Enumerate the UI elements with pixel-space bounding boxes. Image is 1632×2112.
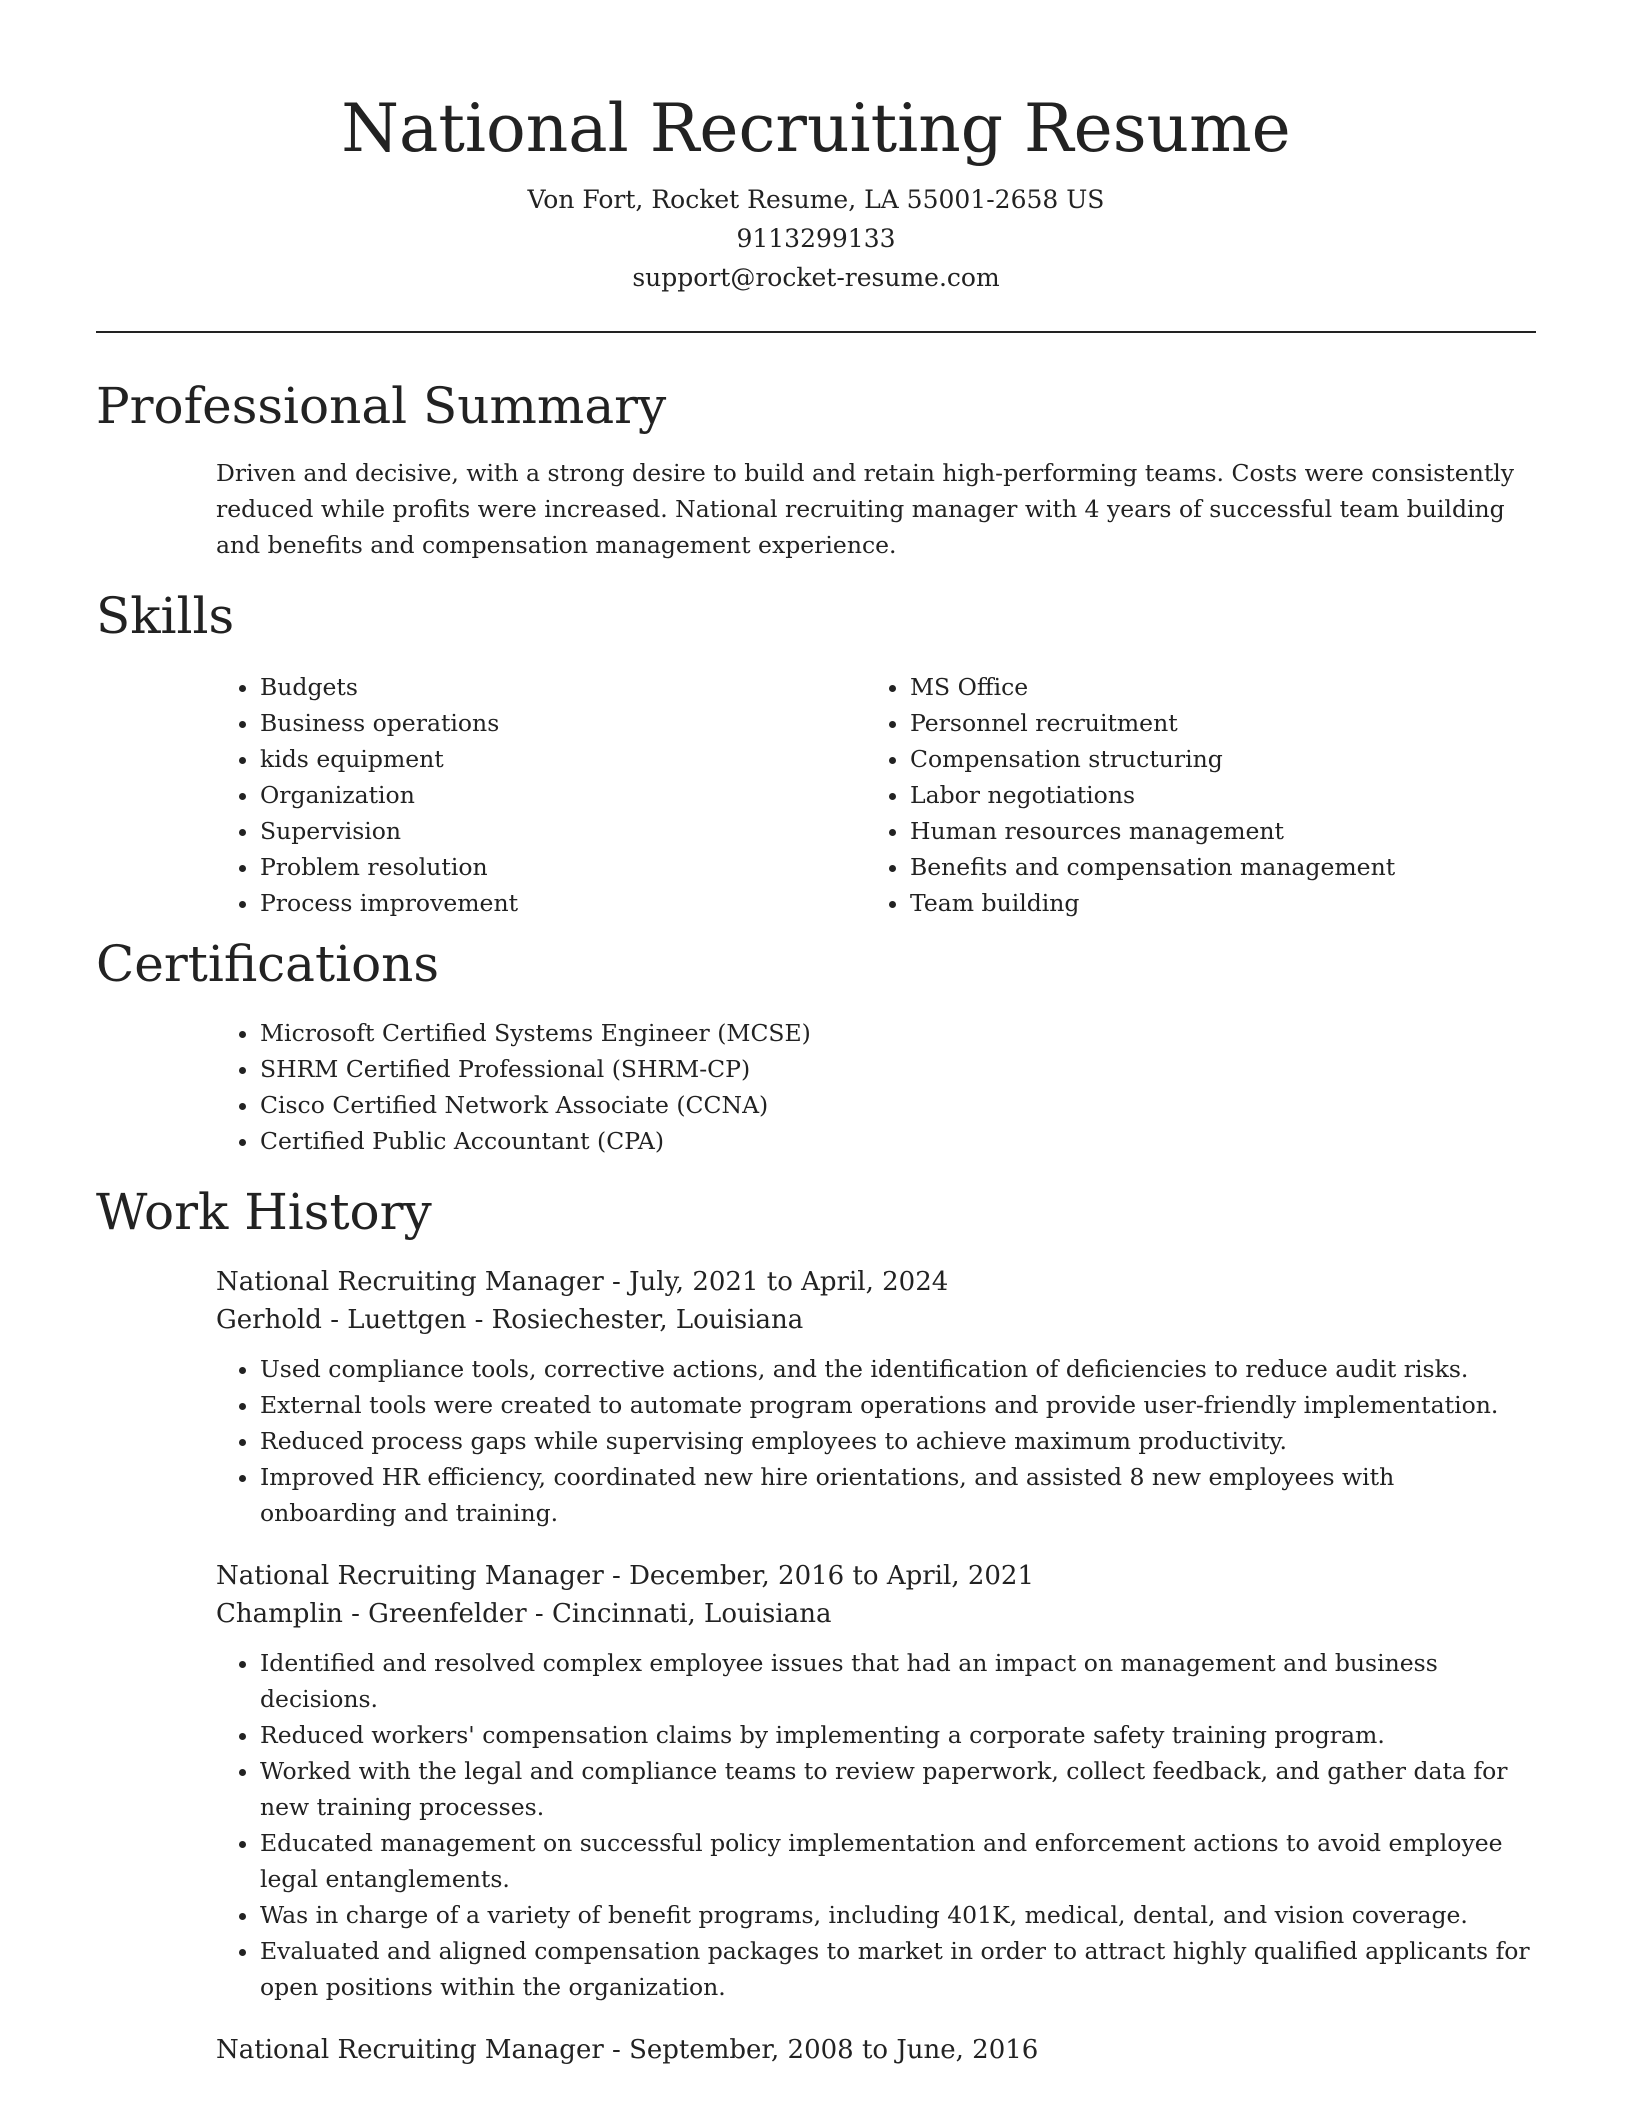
job-company: Champlin - Greenfelder - Cincinnati, Louisiana — [216, 1599, 832, 1629]
list-item: • Benefits and compensation management — [910, 849, 1516, 885]
contact-email: support@rocket-resume.com — [632, 263, 1000, 292]
skills-section — [96, 585, 1536, 921]
list-item: • Identified and resolved complex employee issues that had an impact on management and business decisions. — [260, 1645, 1536, 1717]
list-item: • Evaluated and aligned compensation packages to market in order to attract highly qualified applicants for open positions within the organization. — [260, 1933, 1536, 2005]
skills-list — [866, 669, 1516, 921]
summary-text: Driven and decisive, with a strong desire to build and retain high-performing teams. Costs were consistently reduced while profits were increased. National recruiting manager with 4 years of successful team building and benefits and compensation management experience. — [216, 459, 1515, 559]
list-item: • Supervision — [260, 813, 866, 849]
list-item: • Organization — [260, 777, 866, 813]
list-item: • Business operations — [260, 705, 866, 741]
skills-list — [216, 669, 866, 921]
list-item: • Compensation structuring — [910, 741, 1516, 777]
list-item: • Improved HR efficiency, coordinated new hire orientations, and assisted 8 new employees with onboarding and training. — [260, 1459, 1536, 1531]
list-item: • Personnel recruitment — [910, 705, 1516, 741]
job-company: Gerhold - Luettgen - Rosiechester, Louisiana — [216, 1305, 804, 1335]
work-history-section — [96, 1181, 1536, 2069]
list-item: • Educated management on successful policy implementation and enforcement actions to avoid employee legal entanglements. — [260, 1825, 1536, 1897]
list-item: • Team building — [910, 885, 1516, 921]
job-entry — [216, 2031, 1536, 2069]
list-item: • Problem resolution — [260, 849, 866, 885]
contact-phone: 9113299133 — [736, 224, 896, 253]
job-entry — [216, 1263, 1536, 1531]
list-item: • Human resources management — [910, 813, 1516, 849]
certifications-section — [96, 933, 1536, 1159]
list-item: • Certified Public Accountant (CPA) — [260, 1123, 1536, 1159]
list-item: • MS Office — [910, 669, 1516, 705]
header-divider — [96, 331, 1536, 333]
skills-column-left — [216, 669, 866, 921]
job-entry — [216, 1557, 1536, 2005]
list-item: • Reduced workers' compensation claims by implementing a corporate safety training program. — [260, 1717, 1536, 1753]
job-bullets — [216, 1351, 1536, 1531]
list-item: • kids equipment — [260, 741, 866, 777]
resume-title: National Recruiting Resume — [341, 90, 1291, 167]
list-item: • Reduced process gaps while supervising employees to achieve maximum productivity. — [260, 1423, 1536, 1459]
section-heading: Certifications — [96, 935, 440, 993]
section-heading: Professional Summary — [96, 377, 667, 435]
job-title: National Recruiting Manager - December, 2016 to April, 2021 — [216, 1561, 1035, 1591]
list-item: • Worked with the legal and compliance teams to review paperwork, collect feedback, and gather data for new training processes. — [260, 1753, 1536, 1825]
resume-page — [96, 0, 1536, 2069]
list-item: • SHRM Certified Professional (SHRM-CP) — [260, 1051, 1536, 1087]
list-item: • Cisco Certified Network Associate (CCNA) — [260, 1087, 1536, 1123]
list-item: • Labor negotiations — [910, 777, 1516, 813]
job-title: National Recruiting Manager - September, 2008 to June, 2016 — [216, 2035, 1039, 2065]
job-title: National Recruiting Manager - July, 2021 to April, 2024 — [216, 1267, 949, 1297]
certifications-list — [216, 1015, 1536, 1159]
list-item: • Budgets — [260, 669, 866, 705]
job-bullets — [216, 1645, 1536, 2005]
section-heading: Work History — [96, 1183, 432, 1241]
contact-address: Von Fort, Rocket Resume, LA 55001-2658 US — [527, 185, 1105, 214]
list-item: • Microsoft Certified Systems Engineer (MCSE) — [260, 1015, 1536, 1051]
list-item: • Process improvement — [260, 885, 866, 921]
contact-block — [96, 180, 1536, 297]
skills-columns — [216, 669, 1536, 921]
skills-column-right — [866, 669, 1516, 921]
list-item: • Used compliance tools, corrective actions, and the identification of deficiencies to reduce audit risks. — [260, 1351, 1536, 1387]
section-heading: Skills — [96, 587, 235, 645]
professional-summary-section — [96, 375, 1536, 563]
list-item: • External tools were created to automate program operations and provide user-friendly implementation. — [260, 1387, 1536, 1423]
list-item: • Was in charge of a variety of benefit programs, including 401K, medical, dental, and vision coverage. — [260, 1897, 1536, 1933]
certifications-list-wrapper — [216, 1015, 1536, 1159]
